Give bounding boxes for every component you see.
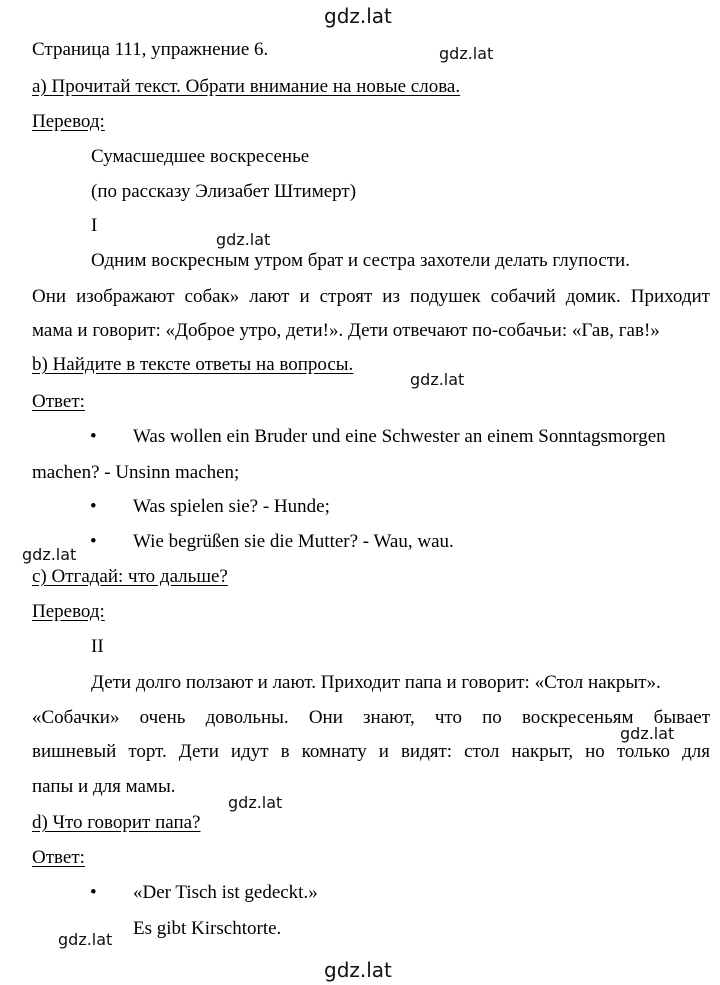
paragraph-line: «Собачки» очень довольны. Они знают, что по воскресеньям бывает bbox=[32, 707, 710, 728]
watermark: gdz.lat bbox=[228, 793, 283, 812]
task-a-instruction: a) Прочитай текст. Обрати внимание на новые слова. bbox=[32, 76, 461, 97]
translation-label: Перевод: bbox=[32, 111, 105, 132]
paragraph-line: папы и для мамы. bbox=[32, 776, 176, 797]
task-d-instruction: d) Что говорит папа? bbox=[32, 812, 201, 833]
paragraph-line: вишневый торт. Дети идут в комнату и видят: стол накрыт, но только для bbox=[32, 741, 710, 762]
paragraph-line: мама и говорит: «Доброе утро, дети!». Дети отвечают по-собачьи: «Гав, гав!» bbox=[32, 320, 660, 341]
task-c-instruction: c) Отгадай: что дальше? bbox=[32, 566, 228, 587]
question-line: Was wollen ein Bruder und eine Schwester an einem Sonntagsmorgen bbox=[133, 426, 666, 447]
question-line: machen? - Unsinn machen; bbox=[32, 462, 240, 483]
watermark: gdz.lat bbox=[22, 545, 77, 564]
watermark: gdz.lat bbox=[410, 370, 465, 389]
watermark: gdz.lat bbox=[324, 958, 392, 982]
question-line: Was spielen sie? - Hunde; bbox=[133, 496, 330, 517]
bullet: • bbox=[90, 496, 97, 517]
watermark: gdz.lat bbox=[620, 724, 675, 743]
paragraph-line: Дети долго ползают и лают. Приходит папа и говорит: «Стол накрыт». bbox=[91, 672, 661, 693]
translation-label: Перевод: bbox=[32, 601, 105, 622]
question-line: Wie begrüßen sie die Mutter? - Wau, wau. bbox=[133, 531, 454, 552]
watermark: gdz.lat bbox=[324, 4, 392, 28]
page-title: Страница 111, упражнение 6. bbox=[32, 39, 269, 60]
story-title: Сумасшедшее воскресенье bbox=[91, 146, 310, 167]
bullet: • bbox=[90, 426, 97, 447]
watermark: gdz.lat bbox=[216, 230, 271, 249]
part-number: I bbox=[91, 215, 98, 236]
watermark: gdz.lat bbox=[439, 44, 494, 63]
answer-label: Ответ: bbox=[32, 847, 85, 868]
answer-line: Es gibt Kirschtorte. bbox=[133, 918, 282, 939]
bullet: • bbox=[90, 531, 97, 552]
paragraph-line: Одним воскресным утром брат и сестра захотели делать глупости. bbox=[91, 250, 630, 271]
bullet: • bbox=[90, 882, 97, 903]
watermark: gdz.lat bbox=[58, 930, 113, 949]
paragraph-line: Они изображают собак» лают и строят из подушек собачий домик. Приходит bbox=[32, 286, 710, 307]
answer-line: «Der Tisch ist gedeckt.» bbox=[133, 882, 318, 903]
part-number: II bbox=[91, 636, 104, 657]
task-b-instruction: b) Найдите в тексте ответы на вопросы. bbox=[32, 354, 354, 375]
answer-label: Ответ: bbox=[32, 391, 85, 412]
story-source: (по рассказу Элизабет Штимерт) bbox=[91, 181, 357, 202]
